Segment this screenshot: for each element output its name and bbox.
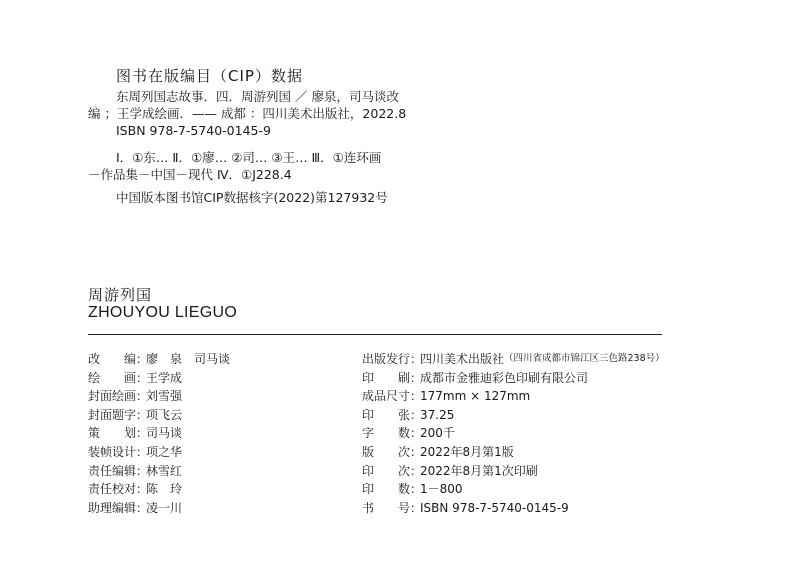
credit-row	[362, 387, 682, 406]
credit-value: 王学成	[146, 370, 183, 385]
credit-label: 封面绘画：	[88, 389, 149, 404]
credit-row	[88, 406, 358, 425]
credit-label: 策 划：	[88, 426, 149, 441]
credit-value: 凌一川	[146, 500, 183, 515]
credit-row	[88, 387, 358, 406]
credit-row	[88, 369, 358, 388]
credit-label: 助理编辑：	[88, 500, 149, 515]
credit-value: 林雪红	[146, 463, 183, 478]
credit-value: 项飞云	[146, 407, 183, 422]
credit-label: 改 编：	[88, 352, 149, 366]
book-title-chinese: 周游列国	[88, 286, 153, 304]
credit-row	[88, 499, 358, 518]
credits-left-column	[88, 350, 358, 517]
credit-row	[362, 462, 682, 481]
credit-value: 成都市金雅迪彩色印刷有限公司	[420, 370, 589, 385]
credit-value: 200千	[420, 426, 455, 441]
credit-value: ISBN 978-7-5740-0145-9	[420, 500, 569, 515]
credit-value: 刘雪强	[146, 389, 183, 404]
credit-value: 陈 玲	[146, 482, 183, 497]
credit-label: 责任校对：	[88, 482, 149, 497]
divider-line	[88, 334, 662, 335]
credit-row	[88, 443, 358, 462]
credit-row	[88, 480, 358, 499]
cip-block	[88, 64, 548, 206]
credit-value: 廖 泉 司马谈	[146, 352, 231, 366]
credit-label: 印 刷：	[362, 370, 423, 385]
credit-label: 印 次：	[362, 463, 423, 478]
cip-title: 图书在版编目（CIP）数据	[116, 67, 303, 85]
credit-label: 封面题字：	[88, 407, 149, 422]
book-title-pinyin: ZHOUYOU LIEGUO	[88, 304, 238, 321]
credit-label: 版 次：	[362, 444, 423, 459]
credit-row	[362, 499, 682, 518]
publisher-address: （四川省成都市锦江区三色路238号）	[504, 353, 665, 364]
credits-right-column	[362, 350, 682, 517]
credit-row	[362, 443, 682, 462]
cip-record-number: 中国版本图书馆CIP数据核字(2022)第127932号	[116, 190, 388, 205]
credit-label: 字 数：	[362, 426, 423, 441]
credit-row	[362, 480, 682, 499]
credit-label: 绘 画：	[88, 370, 149, 385]
credit-value: 项之华	[146, 444, 183, 459]
credit-row	[362, 350, 682, 369]
cip-line: －作品集－中国－现代 Ⅳ．①J228.4	[88, 167, 292, 182]
credit-value: 2022年8月第1次印刷	[420, 463, 538, 478]
credit-row	[88, 424, 358, 443]
cip-line: Ⅰ．①东… Ⅱ．①廖… ②司… ③王… Ⅲ．①连环画	[116, 150, 382, 165]
credit-row	[362, 369, 682, 388]
credit-value: 1－800	[420, 482, 463, 497]
credit-label: 成品尺寸：	[362, 389, 423, 404]
credit-label: 装帧设计：	[88, 444, 149, 459]
credit-value: 37.25	[420, 407, 455, 422]
cip-isbn: ISBN 978-7-5740-0145-9	[116, 123, 271, 138]
cip-line: 东周列国志故事．四．周游列国 ／ 廖泉，司马谈改	[116, 89, 399, 104]
credit-label: 出版发行：	[362, 352, 423, 366]
credit-row	[88, 350, 358, 369]
credit-value: 司马谈	[146, 426, 183, 441]
credit-value: 四川美术出版社	[420, 352, 505, 366]
credit-value: 177mm × 127mm	[420, 389, 531, 404]
credit-label: 印 张：	[362, 407, 423, 422]
credit-row	[362, 424, 682, 443]
credit-value: 2022年8月第1版	[420, 444, 514, 459]
credit-label: 印 数：	[362, 482, 423, 497]
credit-label: 书 号：	[362, 500, 423, 515]
cip-line: 编 ；王学成绘画．—— 成都 ：四川美术出版社，2022.8	[88, 106, 407, 121]
credit-label: 责任编辑：	[88, 463, 149, 478]
credit-row	[362, 406, 682, 425]
credit-row	[88, 462, 358, 481]
